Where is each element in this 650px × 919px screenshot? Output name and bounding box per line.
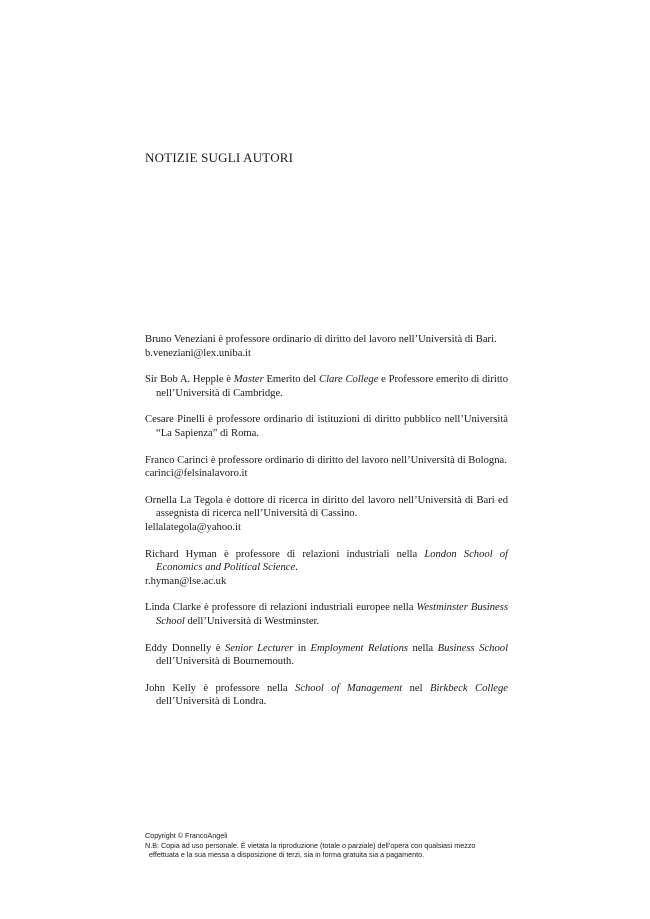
author-bio: Bruno Veneziani è professore ordinario di diritto del lavoro nell’Università di Bari.: [145, 334, 497, 345]
copyright-notice: [145, 831, 525, 860]
author-entry: [145, 601, 508, 628]
author-bio: Sir Bob A. Hepple è Master Emerito del Clare College e Professore emerito di diritto nell’Università di Cambridge.: [145, 374, 508, 399]
author-entry: [145, 642, 508, 669]
author-entry: [145, 454, 508, 481]
author-bio: Ornella La Tegola è dottore di ricerca in diritto del lavoro nell’Università di Bari ed assegnista di ricerca nell’Università di Cassino.: [145, 494, 508, 520]
author-entry: [145, 373, 508, 400]
author-entry: [145, 682, 508, 709]
author-bio: Richard Hyman è professore di relazioni industriali nella London School of Economics and Political Science.: [145, 548, 508, 574]
page-title: NOTIZIE SUGLI AUTORI: [145, 150, 294, 165]
author-email: b.veneziani@lex.uniba.it: [145, 347, 251, 359]
author-bio: John Kelly è professore nella School of Management nel Birkbeck College dell’Università di Londra.: [145, 682, 508, 708]
author-entry: [145, 413, 508, 440]
author-entry: [145, 548, 508, 589]
author-list: [145, 333, 508, 722]
author-email: lellalategola@yahoo.it: [145, 521, 241, 533]
copyright-disclaimer-continued: effettuata e la sua messa a disposizione di terzi, sia in forma gratuita sia a pagamento.: [149, 850, 425, 860]
author-bio: Franco Carinci è professore ordinario di diritto del lavoro nell’Università di Bologna.: [145, 454, 507, 466]
author-entry: [145, 494, 508, 535]
author-entry: [145, 333, 508, 360]
author-bio: Linda Clarke è professore di relazioni industriali europee nella Westminster Business School dell’Università di Westminster.: [145, 602, 508, 627]
copyright-disclaimer: N.B: Copia ad uso personale. È vietata la riproduzione (totale o parziale) dell’opera con qualsiasi mezzo: [145, 840, 476, 850]
copyright-line: Copyright © FrancoAngeli: [145, 831, 228, 840]
author-email: carinci@felsinalavoro.it: [145, 468, 248, 480]
author-bio: Eddy Donnelly è Senior Lecturer in Employment Relations nella Business School dell’Università di Bournemouth.: [145, 642, 509, 668]
author-email: r.hyman@lse.ac.uk: [145, 575, 227, 587]
author-bio: Cesare Pinelli è professore ordinario di istituzioni di diritto pubblico nell’Università “La Sapienza” di Roma.: [145, 414, 508, 439]
